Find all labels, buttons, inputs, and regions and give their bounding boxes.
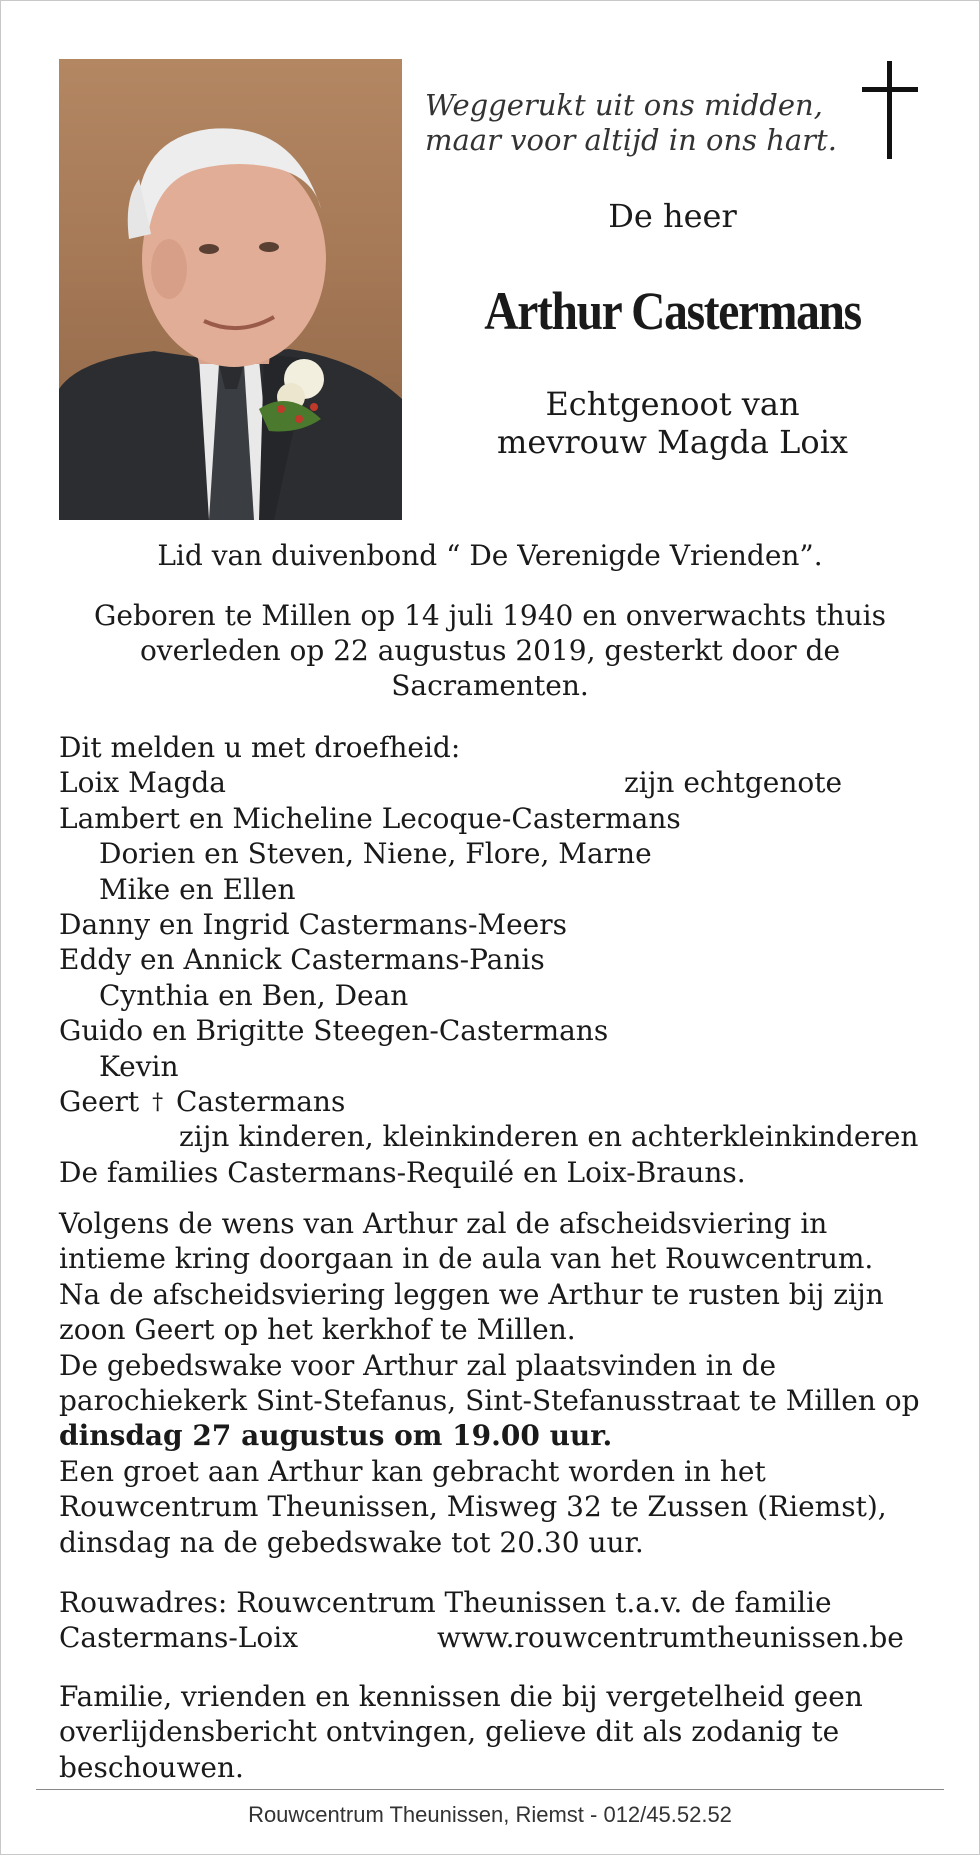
deceased-name: Arthur Castermans — [484, 281, 861, 341]
family-member: Eddy en Annick Castermans-Panis — [59, 943, 545, 977]
family-member: Kevin — [99, 1049, 179, 1083]
member-last-name: Castermans — [175, 1084, 346, 1118]
arrangement-line: parochiekerk Sint-Stefanus, Sint-Stefanusstraat te Millen op — [59, 1383, 920, 1417]
wake-date: dinsdag 27 augustus om 19.00 uur. — [59, 1419, 613, 1453]
footer-text: Rouwcentrum Theunissen, Riemst - 012/45.52.52 — [248, 1802, 732, 1827]
portrait-photo — [59, 59, 402, 520]
arrangement-line: intieme kring doorgaan in de aula van het Rouwcentrum. — [59, 1242, 874, 1276]
spouse-line: Echtgenoot van — [545, 385, 800, 423]
spouse-info — [430, 385, 915, 461]
family-member: Dorien en Steven, Niene, Flore, Marne — [99, 837, 652, 871]
arrangement-line: De gebedswake voor Arthur zal plaatsvinden in de — [59, 1348, 777, 1382]
address-line: Rouwadres: Rouwcentrum Theunissen t.a.v. de familie — [59, 1586, 832, 1619]
spouse-name: Loix Magda — [59, 766, 227, 800]
address-row — [59, 1620, 939, 1655]
member-first-name: Geert — [59, 1084, 140, 1118]
spouse-role: zijn echtgenote — [624, 766, 843, 800]
cross-icon — [862, 61, 918, 163]
family-intro: Dit melden u met droefheid: — [59, 731, 461, 764]
quote-line: Weggerukt uit ons midden, — [425, 88, 823, 122]
family-member: Cynthia en Ben, Dean — [99, 978, 409, 1012]
arrangements-section — [59, 1206, 939, 1560]
closing-line: beschouwen. — [59, 1750, 244, 1784]
birth-death-line: overleden op 22 augustus 2019, gesterkt door de — [139, 634, 841, 667]
arrangement-line: dinsdag na de gebedswake tot 20.30 uur. — [59, 1525, 644, 1559]
address-section — [59, 1585, 939, 1656]
family-member-deceased — [59, 1084, 939, 1119]
birth-death-line: Sacramenten. — [391, 669, 589, 702]
spouse-line: mevrouw Magda Loix — [497, 423, 848, 461]
family-spouse-row — [59, 765, 939, 800]
arrangement-line: Een groet aan Arthur kan gebracht worden in het — [59, 1454, 766, 1488]
website-link[interactable]: www.rouwcentrumtheunissen.be — [437, 1621, 904, 1655]
small-cross-icon: † — [152, 1089, 164, 1115]
salutation: De heer — [608, 197, 737, 235]
membership-text — [59, 538, 921, 573]
footer-divider — [36, 1789, 944, 1790]
membership-line: Lid van duivenbond “ De Verenigde Vrienden”. — [157, 539, 823, 572]
birth-death-text — [59, 598, 921, 703]
closing-line: Familie, vrienden en kennissen die bij vergetelheid geen — [59, 1680, 863, 1713]
family-member: Mike en Ellen — [99, 872, 296, 906]
quote-line: maar voor altijd in ons hart. — [425, 123, 837, 157]
arrangement-line: Volgens de wens van Arthur zal de afscheidsviering in — [59, 1207, 828, 1240]
closing-section — [59, 1679, 939, 1785]
birth-death-line: Geboren te Millen op 14 juli 1940 en onverwachts thuis — [94, 599, 886, 632]
family-member: Guido en Brigitte Steegen-Castermans — [59, 1014, 609, 1048]
family-member: Lambert en Micheline Lecoque-Castermans — [59, 801, 681, 835]
children-role: zijn kinderen, kleinkinderen en achterkleinkinderen — [179, 1120, 919, 1154]
memorial-quote — [425, 88, 837, 158]
arrangement-line: Na de afscheidsviering leggen we Arthur te rusten bij zijn — [59, 1277, 884, 1311]
arrangement-line: Rouwcentrum Theunissen, Misweg 32 te Zussen (Riemst), — [59, 1490, 887, 1524]
extended-families: De families Castermans-Requilé en Loix-Brauns. — [59, 1155, 746, 1189]
family-member: Danny en Ingrid Castermans-Meers — [59, 907, 567, 941]
closing-line: overlijdensbericht ontvingen, gelieve dit als zodanig te — [59, 1715, 840, 1749]
family-name: Castermans-Loix — [59, 1621, 298, 1655]
arrangement-line: zoon Geert op het kerkhof te Millen. — [59, 1313, 576, 1347]
family-section — [59, 730, 939, 1190]
